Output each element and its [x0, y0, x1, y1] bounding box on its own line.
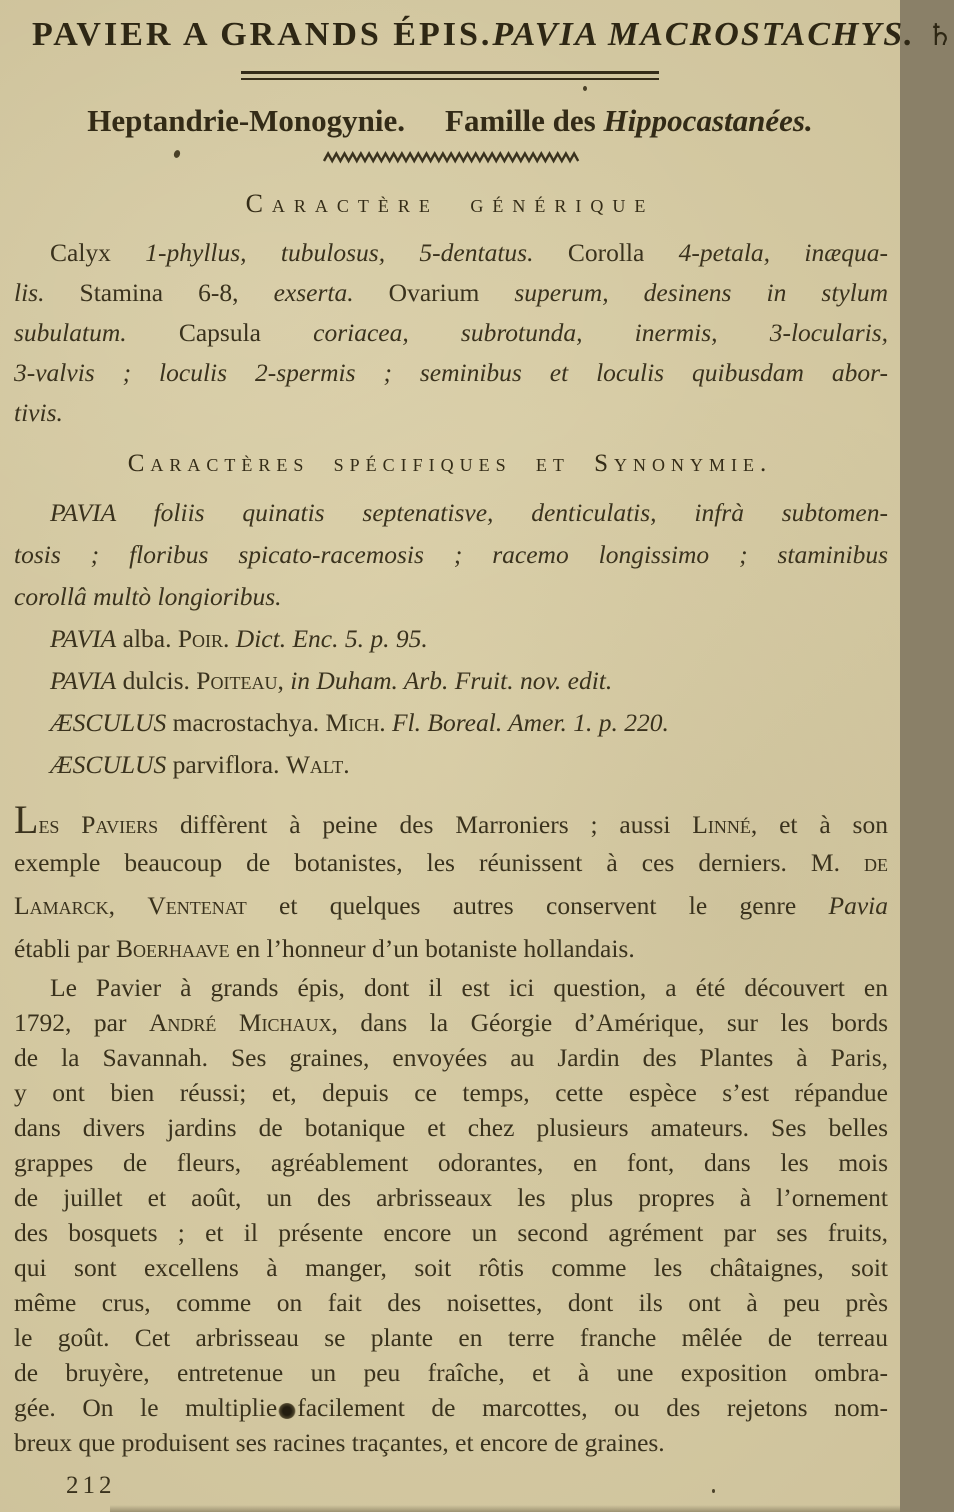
rule-line-top	[241, 71, 659, 74]
saturn-shrub-symbol: ♄	[926, 18, 954, 53]
text-line	[14, 744, 888, 786]
text-segment: lis.	[14, 278, 80, 307]
text-segment: Calyx	[50, 238, 146, 267]
family-label	[445, 103, 813, 138]
text-line	[14, 798, 888, 841]
text-segment: , dans la Géorgie d’Amérique, sur les bords	[331, 1008, 888, 1037]
text-segment: Walt.	[285, 750, 350, 779]
text-segment: Capsula	[178, 318, 314, 347]
text-segment: Corolla	[533, 238, 679, 267]
text-line	[14, 534, 888, 576]
text-line	[14, 1110, 888, 1145]
text-segment: , et à son	[750, 810, 888, 839]
text-line	[14, 970, 888, 1005]
text-segment: de bruyère, entretenue un peu fraîche, et à une exposition ombra-	[14, 1358, 888, 1387]
text-segment: Poiteau	[196, 666, 278, 695]
text-segment: ,	[277, 666, 291, 695]
title-french: PAVIER A GRANDS ÉPIS.	[32, 16, 493, 53]
text-segment: Mich.	[325, 708, 386, 737]
text-segment: coriacea, subrotunda, inermis, 3-locularis,	[313, 318, 889, 347]
text-line	[14, 353, 888, 393]
text-segment: Boerhaave	[115, 934, 230, 963]
text-segment: établi par	[14, 934, 116, 963]
text-segment: exemple beaucoup de botanistes, les réunissent à ces derniers. M.	[14, 848, 864, 877]
text-line	[14, 702, 888, 744]
text-segment: subulatum.	[14, 318, 179, 347]
text-segment: de la Savannah. Ses graines, envoyées au Jardin des Plantes à Paris,	[14, 1043, 888, 1072]
zigzag-ornament	[322, 150, 578, 165]
paper-speck	[712, 1489, 715, 1493]
text-segment: 1-phyllus, tubulosus, 5-dentatus.	[145, 238, 534, 267]
rule-line-bottom	[241, 78, 659, 80]
text-line	[14, 660, 888, 702]
family-prefix: Famille des	[445, 103, 604, 138]
text-line	[14, 1390, 888, 1425]
text-segment: alba.	[116, 624, 178, 653]
text-segment: ÆSCULUS	[50, 750, 167, 779]
text-line	[14, 1005, 888, 1040]
text-segment: des bosquets ; et il présente encore un second agrément par ses fruits,	[14, 1218, 888, 1247]
linnaean-class: Heptandrie-Monogynie.	[87, 103, 406, 138]
text-line	[14, 1145, 888, 1180]
text-segment: Dict. Enc. 5. p. 95.	[235, 624, 428, 653]
text-segment: Pavia	[828, 891, 889, 920]
paper-speck	[583, 86, 587, 91]
text-segment: même crus, comme on fait des noisettes, dont ils ont à peu près	[14, 1288, 888, 1317]
text-line	[14, 1180, 888, 1215]
paragraph-generic-character	[0, 233, 900, 433]
section-heading-generic-character: Caractère générique	[245, 189, 655, 218]
text-segment: facilement de marcottes, ou des rejetons nom-	[297, 1393, 888, 1422]
text-segment: es Paviers	[38, 810, 159, 839]
text-line	[14, 233, 888, 273]
text-segment: André Michaux	[148, 1008, 332, 1037]
text-segment: gée. On le multiplie	[14, 1393, 278, 1422]
text-segment: qui sont excellens à manger, soit rôtis comme les châtaignes, soit	[14, 1253, 888, 1282]
text-segment: PAVIA foliis quinatis septenatisve, denticulatis, infrà subtomen-	[50, 498, 888, 527]
text-segment: 1792, par	[14, 1008, 149, 1037]
page-number: 212	[66, 1472, 116, 1499]
text-line	[14, 884, 888, 927]
text-segment: breux que produisent ses racines traçantes, et encore de graines.	[14, 1428, 665, 1457]
text-segment: exserta.	[273, 278, 389, 307]
text-segment: Lamarck	[14, 891, 109, 920]
synonym-list	[0, 618, 900, 786]
double-rule-divider	[241, 71, 659, 80]
text-segment: de	[864, 848, 888, 877]
paragraph-body-1	[0, 798, 900, 970]
text-segment: dans divers jardins de botanique et chez plusieurs amateurs. Ses belles	[14, 1113, 888, 1142]
text-segment: superum, desinens in stylum	[514, 278, 888, 307]
text-segment: ÆSCULUS	[50, 708, 167, 737]
text-segment: PAVIA	[50, 666, 117, 695]
ink-blot	[278, 1403, 296, 1419]
text-segment: parviflora.	[166, 750, 286, 779]
text-line	[14, 393, 888, 433]
classification-line	[0, 101, 900, 141]
text-line	[14, 1040, 888, 1075]
text-segment: ,	[108, 891, 148, 920]
text-segment: macrostachya.	[166, 708, 326, 737]
paragraph-specific-characters	[0, 492, 900, 618]
text-line	[14, 1075, 888, 1110]
text-segment: de juillet et août, un des arbrisseaux les plus propres à l’ornement	[14, 1183, 888, 1212]
text-line	[14, 313, 888, 353]
text-line	[14, 841, 888, 884]
text-segment: y ont bien réussi; et, depuis ce temps, cette espèce s’est répandue	[14, 1078, 888, 1107]
family-name: Hippocastanées.	[603, 103, 813, 138]
text-segment: en l’honneur d’un botaniste hollandais.	[229, 934, 635, 963]
scan-bottom-shadow	[110, 1505, 900, 1512]
text-segment: diffèrent à peine des Marroniers ; aussi	[158, 810, 693, 839]
text-segment: dulcis.	[116, 666, 197, 695]
text-line	[14, 618, 888, 660]
text-segment: in Duham. Arb. Fruit. nov. edit.	[290, 666, 613, 695]
text-segment: Fl. Boreal. Amer. 1. p. 220.	[391, 708, 669, 737]
text-segment: L	[14, 797, 39, 842]
text-segment: grappes de fleurs, agréablement odorantes, en font, dans les mois	[14, 1148, 888, 1177]
text-segment: Stamina 6-8,	[79, 278, 274, 307]
text-line	[14, 1425, 888, 1460]
text-line	[14, 1250, 888, 1285]
text-line	[14, 1355, 888, 1390]
text-segment: Linné	[692, 810, 751, 839]
text-segment: tivis.	[14, 398, 63, 427]
text-segment: PAVIA	[50, 624, 117, 653]
text-line	[14, 576, 888, 618]
text-segment: Poir.	[177, 624, 230, 653]
text-line	[14, 1320, 888, 1355]
text-segment: le goût. Cet arbrisseau se plante en terre franche mêlée de terreau	[14, 1323, 888, 1352]
text-line	[14, 273, 888, 313]
text-segment: Ventenat	[147, 891, 247, 920]
text-segment: 4-petala, inæqua-	[678, 238, 888, 267]
text-segment: corollâ multò longioribus.	[14, 582, 282, 611]
text-segment: Ovarium	[388, 278, 515, 307]
text-segment: et quelques autres conservent le genre	[246, 891, 829, 920]
text-segment: 3-valvis ; loculis 2-spermis ; seminibus et loculis quibusdam abor-	[14, 358, 888, 387]
page-header	[0, 0, 954, 62]
text-line	[14, 492, 888, 534]
text-segment: Le Pavier à grands épis, dont il est ici question, a été découvert en	[50, 973, 888, 1002]
paper-speck	[173, 149, 181, 159]
text-line	[14, 927, 888, 970]
paragraph-body-2	[0, 970, 900, 1460]
text-segment: tosis ; floribus spicato-racemosis ; racemo longissimo ; staminibus	[14, 540, 888, 569]
title-latin: PAVIA MACROSTACHYS.	[492, 16, 915, 53]
text-line	[14, 1215, 888, 1250]
text-line	[14, 1285, 888, 1320]
section-heading-specific-synonymy: Caractères spécifiques et Synonymie.	[127, 450, 773, 477]
title-latin-group	[492, 16, 953, 54]
